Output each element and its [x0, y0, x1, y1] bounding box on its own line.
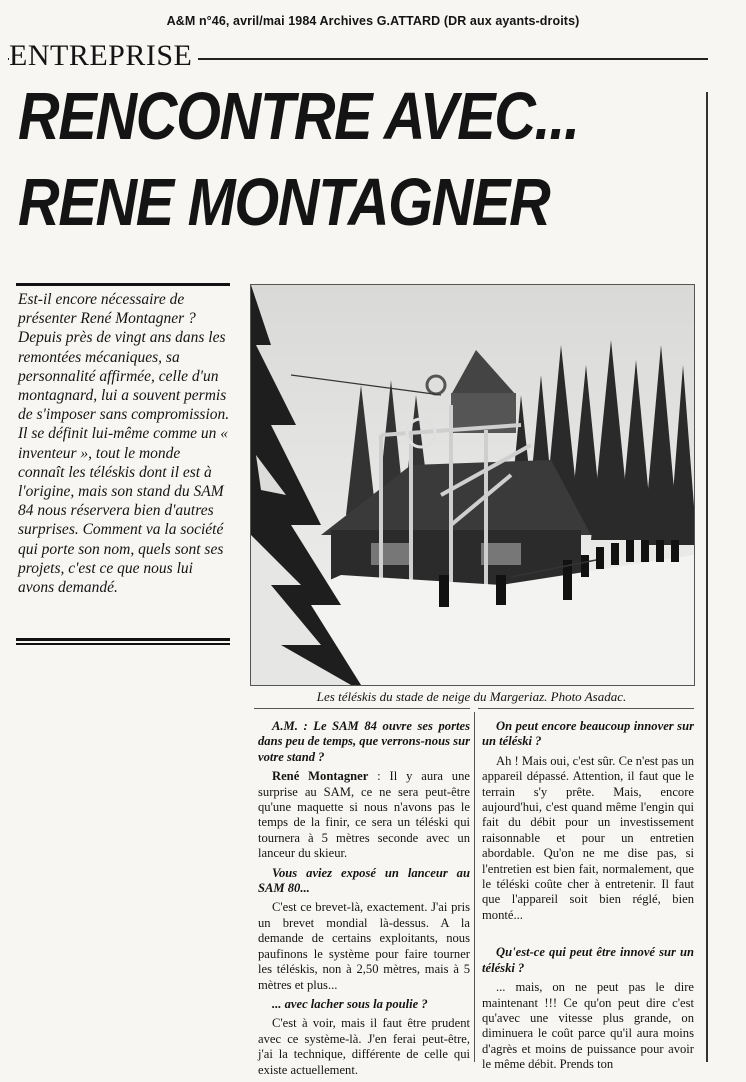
source-line: A&M n°46, avril/mai 1984 Archives G.ATTARD (DR aux ayants-droits) [166, 14, 580, 28]
question-3: ... avec lacher sous la poulie ? [272, 996, 428, 1011]
ski-lift-illustration [251, 285, 694, 685]
intro-bottom-thin-bar [16, 643, 230, 645]
answer-4: Ah ! Mais oui, c'est sûr. Ce n'est pas un appareil dépassé. Attention, il faut que le terrain s'y prête. Mais, encore aujourd'hui, c'est quand même l'engin qui fait du débit pour un investissement raisonnable et pour un entretien abordable. Qu'on ne me dise pas, si l'entretien est bien fait, normalement, que le téléski coûte cher à entretenir. Il faut que l'appareil soit bien réglé, bien monté... [482, 753, 694, 922]
section-title: ENTREPRISE [9, 40, 198, 72]
headline-line-2: RENE MONTAGNER [18, 165, 550, 240]
photo-caption: Les téléskis du stade de neige du Margeriaz. Photo Asadac. [316, 689, 627, 704]
right-rule [706, 92, 708, 1062]
interview-column-1 [258, 719, 470, 1082]
interview-column-2 [482, 719, 694, 1077]
question-5: Qu'est-ce qui peut être innové sur un téléski ? [482, 945, 694, 975]
question-2: Vous aviez exposé un lanceur au SAM 80... [258, 865, 470, 896]
question-4: On peut encore beaucoup innover sur un téléski ? [482, 719, 694, 749]
intro-top-bar [16, 283, 230, 286]
answer-1: René Montagner : Il y aura une surprise au SAM, ce ne sera peut-être qu'une maquette si nous n'avons pas le temps de la finir, ce sera un téléski qui tournera à 5 mètres seconde avec un lanceur du skieur. [258, 769, 470, 861]
answer-3: C'est à voir, mais il faut être prudent avec ce système-là. J'en ferai peut-être, j'ai la technique, différente de celle qui existe actuellement. [258, 1016, 470, 1077]
ski-lift-photo [250, 284, 695, 686]
intro-text: Est-il encore nécessaire de présenter René Montagner ? Depuis près de vingt ans dans les remontées mécaniques, sa personnalité affirmée, celle d'un montagnard, lui a souvent permis de s'imposer sans compromission. Il se définit lui-même comme un « inventeur », tout le monde connaît les téléskis dont il est à l'origine, mais son stand du SAM 84 nous réservera bien d'autres surprises. Comment va la société qui porte son nom, quels sont ses projets, c'est ce que nous lui avons demandé. [18, 291, 230, 597]
question-1: A.M. : Le SAM 84 ouvre ses portes dans peu de temps, que verrons-nous sur votre stand ? [258, 719, 470, 764]
col1-top-rule [254, 708, 470, 709]
answer-5: ... mais, on ne peut pas le dire maintenant !!! Ce qu'on peut dire c'est qu'avec une vitesse plus grande, on diminuera le coût parce qu'il aura moins d'agrès et moins de puissance pour avoir le même débit. Prends ton [482, 980, 694, 1072]
intro-bottom-bar [16, 638, 230, 641]
column-divider [474, 712, 475, 1062]
headline-line-1: RENCONTRE AVEC... [18, 79, 579, 154]
answer-2: C'est ce brevet-là, exactement. J'ai pris un brevet mondial là-dessus. A la demande de certains exploitants, nous paufinons le système pour faire tourner les téléskis, non à 2,50 mètres, mais à 5 mètres et plus... [258, 900, 470, 992]
col2-top-rule [478, 708, 694, 709]
